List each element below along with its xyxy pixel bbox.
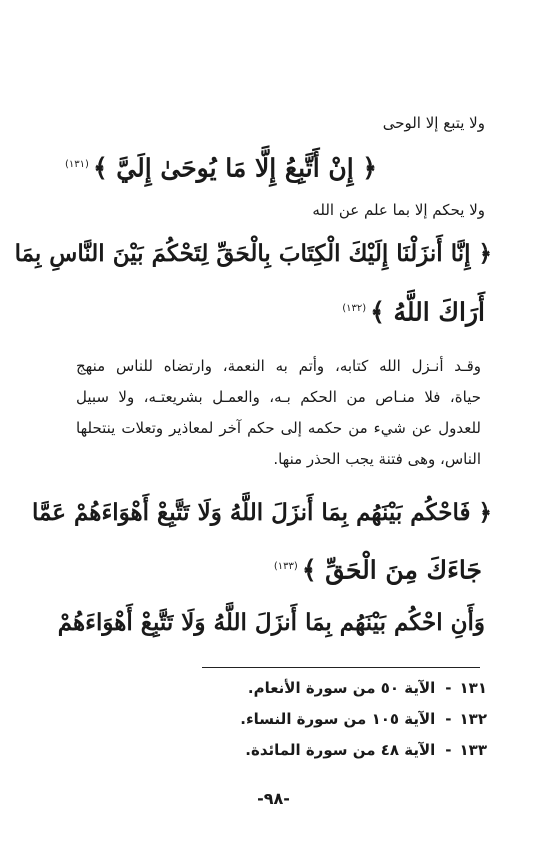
footnote-2 bbox=[240, 709, 487, 729]
footnote-3-dash: - bbox=[445, 741, 452, 759]
text-line-1: ولا يتبع إلا الوحى bbox=[382, 114, 485, 132]
footnote-1 bbox=[248, 678, 487, 698]
verse-3-text: جَاءَكَ مِنَ الْحَقِّ ﴾ bbox=[301, 555, 482, 585]
verse-3-line-b bbox=[270, 550, 482, 587]
footnote-1-dash: - bbox=[445, 679, 452, 697]
footnote-3 bbox=[245, 740, 487, 760]
footnote-1-text: الآية ٥٠ من سورة الأنعام. bbox=[247, 679, 436, 697]
paragraph-line-3: للعدول عن شيء من حكمه إلى حكم آخر لمعاذير وتعلات ينتحلها bbox=[76, 419, 481, 437]
footnote-2-number: ١٣٢ bbox=[459, 710, 487, 728]
paragraph-line-2: حياة، فلا منـاص من الحكم بـه، والعمـل بشريعتـه، ولا سبيل bbox=[76, 388, 481, 406]
text-line-2: ولا يحكم إلا بما علم عن الله bbox=[312, 201, 485, 219]
page-number: -٩٨- bbox=[257, 789, 290, 808]
footnote-divider bbox=[202, 667, 480, 668]
verse-2-text: أَرَاكَ اللَّهُ ﴾ bbox=[370, 297, 485, 327]
footnote-3-number: ١٣٣ bbox=[459, 741, 487, 759]
footnote-3-text: الآية ٤٨ من سورة المائدة. bbox=[245, 741, 436, 759]
footnote-2-dash: - bbox=[445, 710, 452, 728]
paragraph-line-1: وقـد أنـزل الله كتابه، وأتم به النعمة، وارتضاه للناس منهج bbox=[76, 357, 481, 375]
verse-2-line-b bbox=[338, 292, 485, 329]
verse-3-line-a: ﴿ فَاحْكُم بَيْنَهُم بِمَا أَنزَلَ اللَّهُ وَلَا تَتَّبِعْ أَهْوَاءَهُمْ عَمَّا bbox=[31, 499, 492, 526]
verse-1-text: ﴿ إِنْ أَتَّبِعُ إِلَّا مَا يُوحَىٰ إِلَيَّ ﴾ bbox=[92, 153, 377, 183]
verse-1 bbox=[61, 148, 377, 185]
footnote-2-text: الآية ١٠٥ من سورة النساء. bbox=[240, 710, 436, 728]
verse-2-line-a: ﴿ إِنَّا أَنزَلْنَا إِلَيْكَ الْكِتَابَ بِالْحَقِّ لِتَحْكُمَ بَيْنَ النَّاسِ بِمَا bbox=[14, 240, 492, 267]
verse-3-ref: (١٣٣) bbox=[273, 561, 298, 572]
paragraph-line-4: الناس، وهى فتنة يجب الحذر منها. bbox=[273, 450, 481, 468]
verse-1-ref: (١٣١) bbox=[65, 159, 89, 170]
verse-4: وَأَنِ احْكُم بَيْنَهُم بِمَا أَنزَلَ اللَّهُ وَلَا تَتَّبِعْ أَهْوَاءَهُمْ bbox=[57, 609, 485, 636]
verse-2-ref: (١٣٢) bbox=[342, 303, 367, 314]
footnote-1-number: ١٣١ bbox=[459, 679, 487, 697]
